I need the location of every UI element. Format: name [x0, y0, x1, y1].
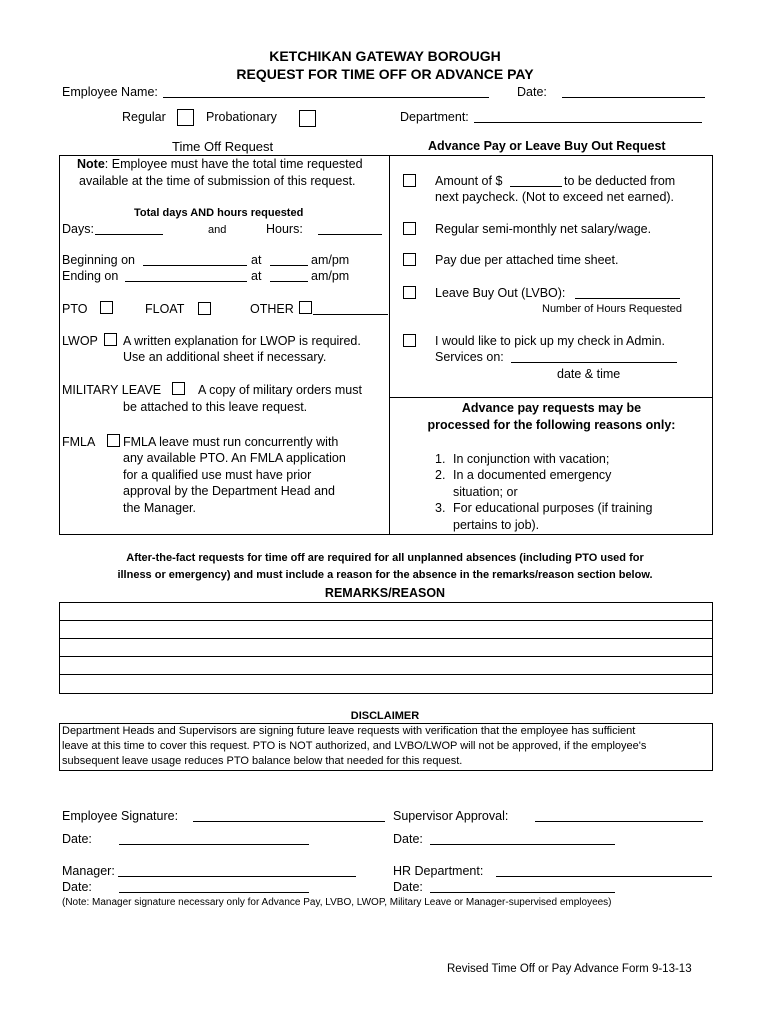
amount-text: to be deducted from — [564, 174, 676, 188]
remarks-box[interactable] — [59, 602, 713, 694]
total-heading: Total days AND hours requested — [134, 207, 304, 219]
hours-requested-caption: Number of Hours Requested — [542, 303, 683, 315]
beginning-time-field[interactable] — [270, 265, 308, 266]
beginning-label: Beginning on — [62, 253, 135, 267]
days-field[interactable] — [95, 234, 163, 235]
fmla-text: any available PTO. An FMLA application — [123, 451, 346, 465]
beginning-date-field[interactable] — [143, 265, 247, 266]
military-text1: A copy of military orders must — [198, 383, 362, 397]
after-fact-notice: After-the-fact requests for time off are required for all unplanned absences (including PTO used for — [126, 552, 644, 564]
military-checkbox[interactable] — [172, 382, 185, 395]
ending-date-field[interactable] — [125, 281, 247, 282]
employee-signature-field[interactable] — [193, 821, 385, 822]
time-off-heading: Time Off Request — [172, 139, 274, 154]
lwop-text2: Use an additional sheet if necessary. — [123, 350, 327, 364]
employee-date-field[interactable] — [119, 844, 309, 845]
other-label: OTHER — [250, 302, 294, 316]
manager-date-field[interactable] — [119, 892, 309, 893]
disclaimer-text: leave at this time to cover this request. PTO is NOT authorized, and LVBO/LWOP will not be approved, if the employee's — [62, 740, 647, 752]
other-checkbox[interactable] — [299, 301, 312, 314]
military-text2: be attached to this leave request. — [123, 400, 308, 414]
reason-number: 2. — [435, 468, 446, 482]
note-line2: available at the time of submission of this request. — [79, 174, 356, 188]
lvbo-hours-field[interactable] — [575, 298, 680, 299]
remarks-line — [59, 620, 713, 621]
lwop-checkbox[interactable] — [104, 333, 117, 346]
hr-date-label: Date: — [393, 880, 423, 894]
hr-date-field[interactable] — [430, 892, 615, 893]
probationary-checkbox[interactable] — [299, 110, 316, 127]
lwop-text1: A written explanation for LWOP is required. — [123, 334, 361, 348]
advance-heading: Advance Pay or Leave Buy Out Request — [428, 139, 666, 153]
fmla-label: FMLA — [62, 435, 96, 449]
reasons-heading: Advance pay requests may be — [461, 401, 642, 415]
column-divider — [389, 155, 390, 535]
lwop-label: LWOP — [62, 334, 98, 348]
fmla-text: FMLA leave must run concurrently with — [123, 435, 339, 449]
hr-department-label: HR Department: — [393, 864, 484, 878]
fmla-text: the Manager. — [123, 501, 196, 515]
reasons-heading: processed for the following reasons only: — [427, 418, 676, 432]
reason-number: 3. — [435, 501, 446, 515]
fmla-text: approval by the Department Head and — [123, 484, 335, 498]
beginning-at-label: at — [251, 253, 262, 267]
probationary-label: Probationary — [206, 110, 277, 124]
other-field[interactable] — [313, 314, 388, 315]
pay-due-checkbox[interactable] — [403, 253, 416, 266]
employee-name-label: Employee Name: — [62, 85, 158, 99]
supervisor-approval-label: Supervisor Approval: — [393, 809, 509, 823]
manager-label: Manager: — [62, 864, 115, 878]
regular-salary-label: Regular semi-monthly net salary/wage. — [435, 222, 652, 236]
reason-text: For educational purposes (if training — [453, 501, 653, 515]
reason-number: 1. — [435, 452, 446, 466]
reason-text: In conjunction with vacation; — [453, 452, 610, 466]
pickup-datetime-field[interactable] — [511, 362, 677, 363]
fmla-text: for a qualified use must have prior — [123, 468, 312, 482]
after-fact-notice: illness or emergency) and must include a reason for the absence in the remarks/reason section below. — [117, 569, 653, 581]
revision-footer: Revised Time Off or Pay Advance Form 9-13-13 — [447, 963, 692, 975]
reason-text: In a documented emergency — [453, 468, 612, 482]
remarks-line — [59, 674, 713, 675]
amount-text: next paycheck. (Not to exceed net earned). — [435, 190, 675, 204]
military-label: MILITARY LEAVE — [62, 383, 162, 397]
note-line1: Note: Employee must have the total time requested — [77, 157, 363, 171]
date-field[interactable] — [562, 97, 705, 98]
fmla-checkbox[interactable] — [107, 434, 120, 447]
regular-salary-checkbox[interactable] — [403, 222, 416, 235]
employee-date-label: Date: — [62, 832, 92, 846]
pickup-checkbox[interactable] — [403, 334, 416, 347]
hours-field[interactable] — [318, 234, 382, 235]
reason-text: pertains to job). — [453, 518, 540, 532]
disclaimer-text: subsequent leave usage reduces PTO balance below that needed for this request. — [62, 755, 463, 767]
ending-label: Ending on — [62, 269, 119, 283]
supervisor-date-field[interactable] — [430, 844, 615, 845]
beginning-ampm-label: am/pm — [311, 253, 350, 267]
lvbo-checkbox[interactable] — [403, 286, 416, 299]
amount-text: Amount of $ — [435, 174, 503, 188]
reason-text: situation; or — [453, 485, 518, 499]
days-label: Days: — [62, 222, 94, 236]
date-time-caption: date & time — [557, 367, 621, 381]
ending-time-field[interactable] — [270, 281, 308, 282]
signature-note: (Note: Manager signature necessary only for Advance Pay, LVBO, LWOP, Military Leave or Manager-supervised employees) — [62, 897, 612, 908]
hr-signature-field[interactable] — [496, 876, 712, 877]
pickup-text: I would like to pick up my check in Admin. — [435, 334, 665, 348]
pto-checkbox[interactable] — [100, 301, 113, 314]
remarks-line — [59, 656, 713, 657]
hours-label: Hours: — [266, 222, 303, 236]
reasons-divider — [389, 397, 713, 398]
amount-checkbox[interactable] — [403, 174, 416, 187]
and-label: and — [208, 224, 227, 236]
supervisor-approval-field[interactable] — [535, 821, 703, 822]
regular-checkbox[interactable] — [177, 109, 194, 126]
employee-signature-label: Employee Signature: — [62, 809, 179, 823]
pay-due-label: Pay due per attached time sheet. — [435, 253, 619, 267]
department-field[interactable] — [474, 122, 702, 123]
disclaimer-heading: DISCLAIMER — [350, 710, 420, 722]
ending-at-label: at — [251, 269, 262, 283]
org-name: KETCHIKAN GATEWAY BOROUGH — [269, 48, 501, 64]
disclaimer-text: Department Heads and Supervisors are signing future leave requests with verification that the employee has sufficient — [62, 725, 636, 737]
date-label: Date: — [517, 85, 547, 99]
manager-signature-field[interactable] — [118, 876, 356, 877]
manager-date-label: Date: — [62, 880, 92, 894]
supervisor-date-label: Date: — [393, 832, 423, 846]
employee-name-field[interactable] — [163, 97, 489, 98]
form-title: REQUEST FOR TIME OFF OR ADVANCE PAY — [236, 66, 534, 82]
remarks-heading: REMARKS/REASON — [324, 586, 446, 600]
amount-field[interactable] — [510, 186, 562, 187]
remarks-line — [59, 638, 713, 639]
pickup-text: Services on: — [435, 350, 504, 364]
department-label: Department: — [400, 110, 469, 124]
pto-label: PTO — [62, 302, 88, 316]
ending-ampm-label: am/pm — [311, 269, 350, 283]
lvbo-label: Leave Buy Out (LVBO): — [435, 286, 566, 300]
float-checkbox[interactable] — [198, 302, 211, 315]
float-label: FLOAT — [145, 302, 185, 316]
regular-label: Regular — [122, 110, 166, 124]
